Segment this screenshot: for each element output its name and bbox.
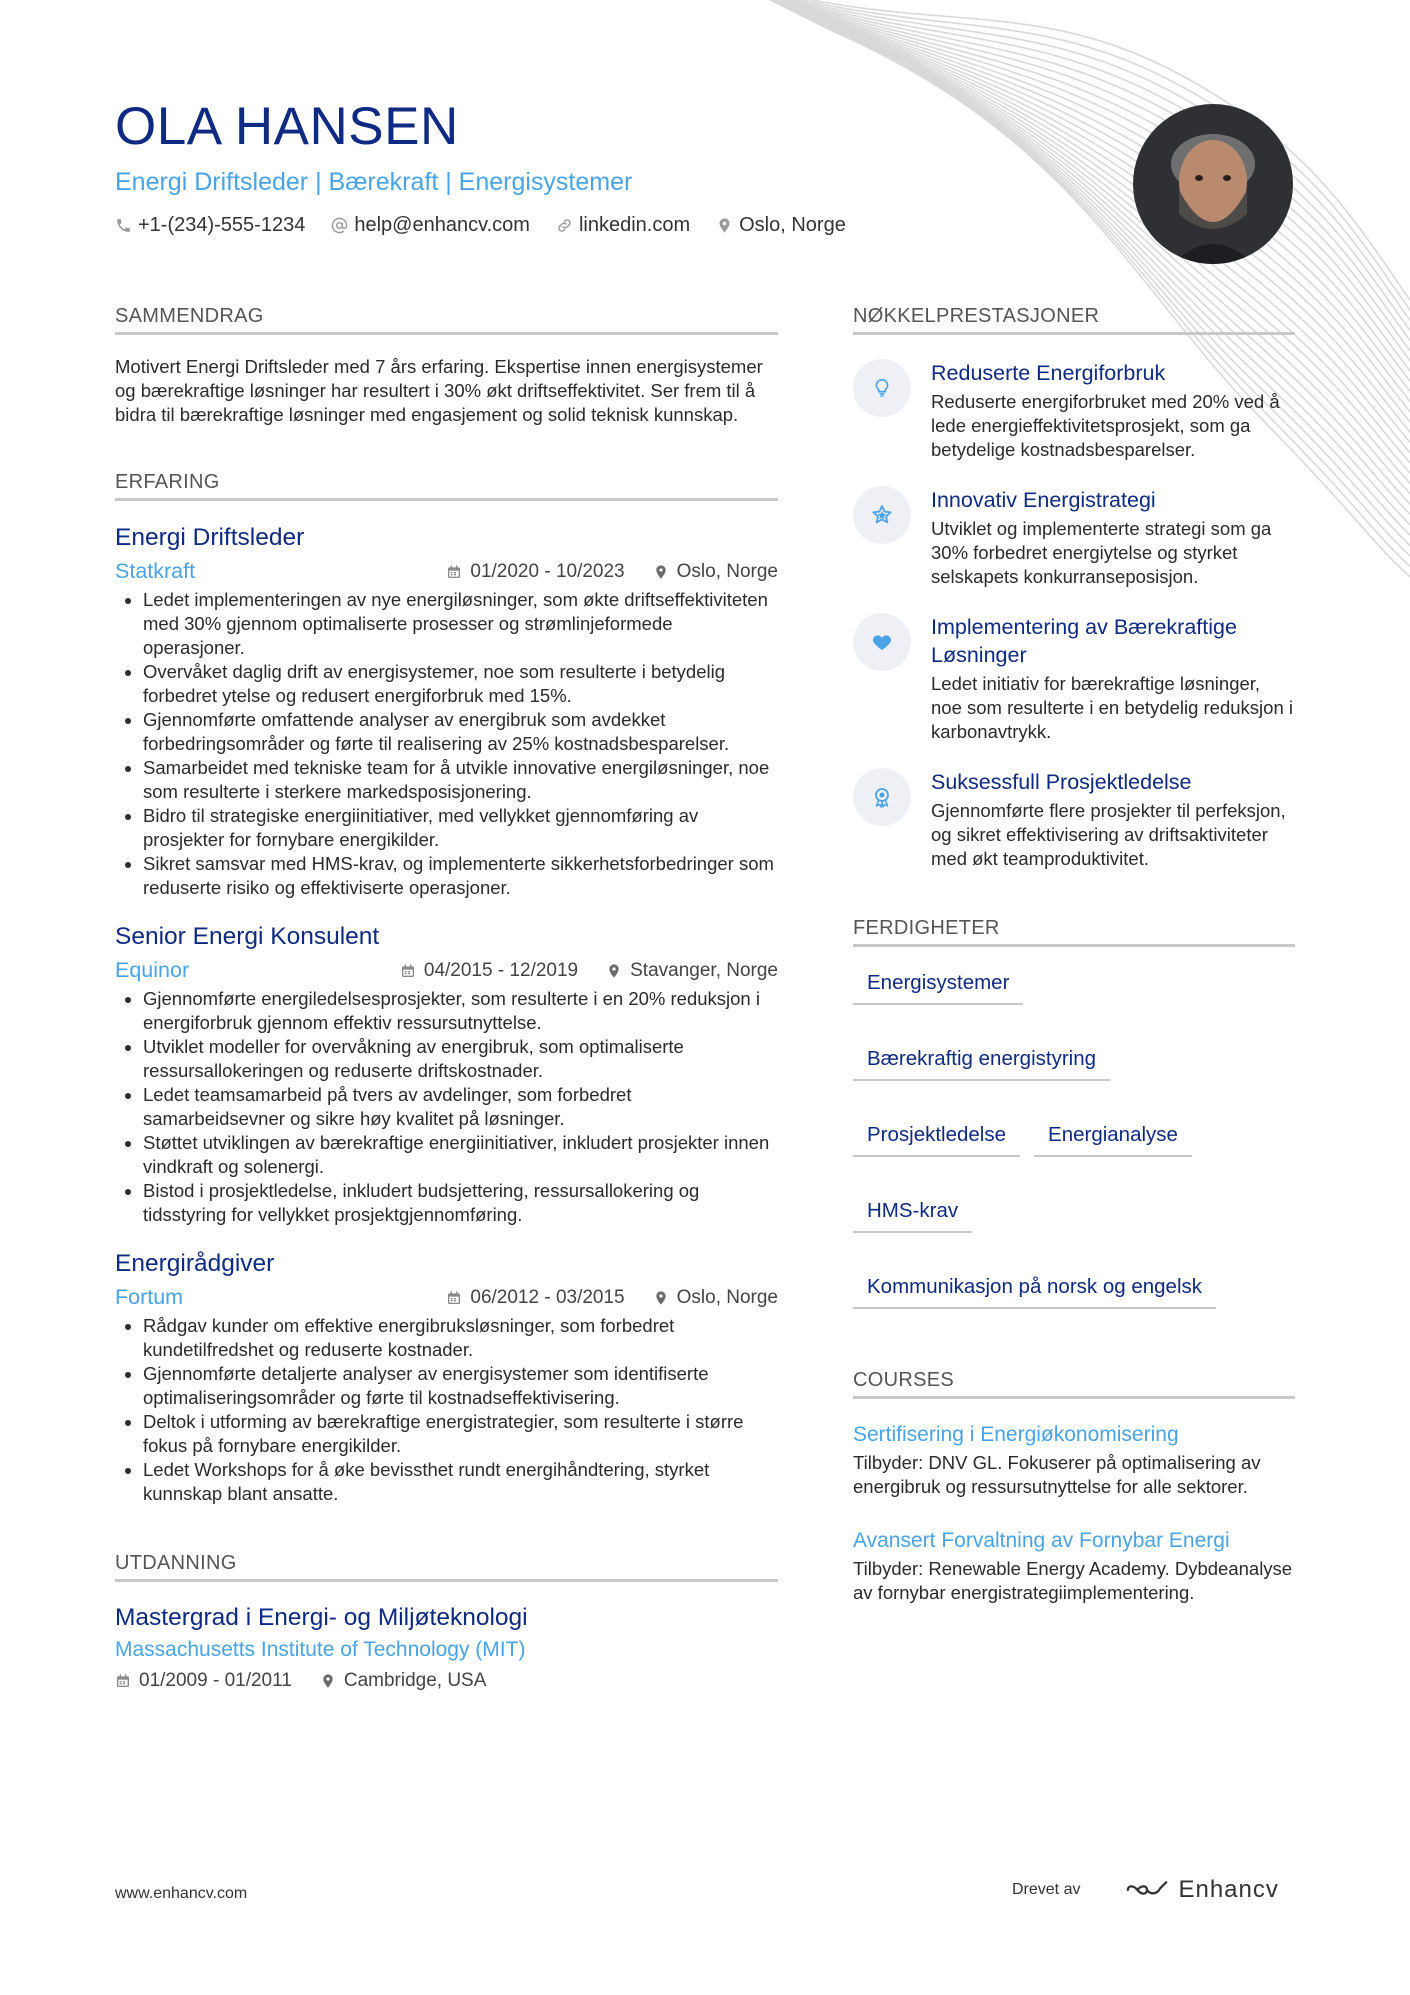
skill-tag: Energianalyse [1034,1117,1192,1157]
brand-logo[interactable] [1124,1876,1278,1904]
achievement-desc: Reduserte energiforbruket med 20% ved å lede energieffektivitetsprosjekt, som ga betydelige kostnadsbesparelser. [931,391,1280,460]
resume-header [115,96,1115,237]
job-company: Fortum [115,1285,184,1309]
location-text: Oslo, Norge [739,214,846,236]
job-bullets [115,987,778,1227]
job-dates [446,1287,624,1309]
bullet-item: • Samarbeidet med tekniske team for å utvikle innovative energiløsninger, noe som resulterte i sterkere markedsposisjonering. [143,756,778,804]
bullet-item: • Bistod i prosjektledelse, inkludert budsjettering, ressursallokering og tidsstyring for vellykket prosjektgjennomføring. [143,1179,778,1227]
courses-section [853,1369,1295,1605]
heart-icon [853,613,911,671]
job-location-text: Oslo, Norge [676,1286,778,1308]
right-column [853,305,1295,1605]
skills-section [853,917,1295,1309]
job-bullets [115,1314,778,1506]
job-company: Statkraft [115,559,196,583]
education-dates [115,1670,292,1692]
education-school: Massachusetts Institute of Technology (MIT) [115,1638,526,1661]
skill-tag: HMS-krav [853,1193,972,1233]
contact-email[interactable] [331,214,530,237]
bullet-item: • Overvåket daglig drift av energisystemer, noe som resulterte i betydelig forbedret ytelse og redusert energiforbruk med 15%. [143,660,778,708]
job-dates [400,960,578,982]
brand-name: Enhancv [1178,1876,1279,1903]
star-icon [853,486,911,544]
skill-tag: Prosjektledelse [853,1117,1020,1157]
job-company: Equinor [115,958,190,982]
skill-tag: Bærekraftig energistyring [853,1041,1110,1081]
education-meta [115,1670,778,1692]
job-title: Energirådgiver [115,1250,275,1277]
contact-row [115,214,1115,237]
location-pin-icon [653,1290,669,1306]
job-meta [115,559,778,584]
achievement-item [853,359,1295,462]
bullet-item: • Utviklet modeller for overvåkning av energibruk, som optimaliserte ressursallokeringen og reduserte driftskostnader. [143,1035,778,1083]
contact-location [716,214,846,237]
linkedin-text: linkedin.com [578,214,691,236]
powered-by-label: Drevet av [1012,1881,1081,1898]
job-location [606,960,778,982]
job-title: Senior Energi Konsulent [115,923,380,950]
job-dates-text: 04/2015 - 12/2019 [423,959,579,981]
job-entry [115,922,778,1227]
link-icon [556,217,573,234]
job-bullets [115,588,778,900]
job-meta [115,1285,778,1310]
bullet-item: • Støttet utviklingen av bærekraftige energiinitiativer, inkludert prosjekter innen vindkraft og solenergi. [143,1131,778,1179]
bullet-item: • Rådgav kunder om effektive energibruksløsninger, som forbedret kundetilfredshet og reduserte kostnader. [143,1314,778,1362]
job-dates-text: 06/2012 - 03/2015 [470,1286,625,1308]
enhancv-logo-icon [1124,1878,1170,1902]
footer-branding [1012,1876,1279,1904]
achievements-section [853,305,1295,871]
bullet-item: • Gjennomførte omfattende analyser av energibruk som avdekket forbedringsområder og førte til realisering av 25% kostnadsbesparelser. [143,708,778,756]
skills-list [853,965,1295,1309]
phone-icon [115,217,132,234]
skill-tag: Kommunikasjon på norsk og engelsk [853,1269,1216,1309]
job-date-location [446,561,778,583]
location-pin-icon [716,217,733,234]
job-location [653,1287,778,1309]
skills-heading: FERDIGHETER [853,917,1295,947]
location-pin-icon [320,1673,336,1689]
course-title: Avansert Forvaltning av Fornybar Energi [853,1529,1230,1552]
job-dates [446,561,624,583]
candidate-name: OLA HANSEN [115,97,459,156]
job-dates-text: 01/2020 - 10/2023 [470,560,625,582]
location-pin-icon [606,963,622,979]
bullet-item: • Bidro til strategiske energiinitiativer, med vellykket gjennomføring av prosjekter for fornybare energikilder. [143,804,778,852]
bullet-item: • Ledet implementeringen av nye energiløsninger, som økte driftseffektiviteten med 30% gjennom optimaliserte prosesser og strømlinjeformede operasjoner. [143,588,778,660]
bullet-item: • Ledet teamsamarbeid på tvers av avdelinger, som forbedret samarbeidsevner og sikre høy kvalitet på løsninger. [143,1083,778,1131]
job-location-text: Stavanger, Norge [630,959,778,981]
left-column [115,305,778,1692]
course-item [853,1421,1295,1499]
summary-text: Motivert Energi Driftsleder med 7 års erfaring. Ekspertise innen energisystemer og bærekraftige løsninger har resultert i 30% økt driftseffektivitet. Ser frem til å bidra til bærekraftige løsninger med engasjement og solid teknisk kunnskap. [115,356,763,425]
course-desc: Tilbyder: DNV GL. Fokuserer på optimalisering av energibruk og ressursutnyttelse for alle sektorer. [853,1452,1261,1497]
job-date-location [446,1287,778,1309]
contact-phone[interactable] [115,214,305,237]
location-pin-icon [653,564,669,580]
summary-section [115,305,778,427]
calendar-icon [446,564,462,580]
lightbulb-icon [853,359,911,417]
bullet-item: • Gjennomførte detaljerte analyser av energisystemer som identifiserte optimaliseringsområder og førte til kostnadseffektivisering. [143,1362,778,1410]
skill-tag: Energisystemer [853,965,1023,1005]
education-location [320,1670,487,1692]
achievements-heading: NØKKELPRESTASJONER [853,305,1295,335]
footer-website[interactable]: www.enhancv.com [115,1885,248,1902]
achievement-title: Implementering av Bærekraftige Løsninger [931,615,1237,667]
job-entry [115,1249,778,1506]
phone-text: +1-(234)-555-1234 [138,214,306,236]
education-degree: Mastergrad i Energi- og Miljøteknologi [115,1604,528,1631]
job-meta [115,958,778,983]
achievement-title: Reduserte Energiforbruk [931,361,1166,385]
education-heading: UTDANNING [115,1552,778,1582]
achievement-item [853,486,1295,589]
email-text: help@enhancv.com [354,214,530,236]
course-desc: Tilbyder: Renewable Energy Academy. Dybdeanalyse av fornybar energistrategiimplementering. [853,1558,1293,1603]
bullet-item: • Ledet Workshops for å øke bevissthet rundt energihåndtering, styrket kunnskap blant ansatte. [143,1458,778,1506]
achievement-title: Suksessfull Prosjektledelse [931,770,1192,794]
education-location-text: Cambridge, USA [343,1670,487,1691]
job-title: Energi Driftsleder [115,524,305,551]
bullet-item: • Gjennomførte energiledelsesprosjekter, som resulterte i en 20% reduksjon i energiforbruk gjennom effektiv ressursutnyttelse. [143,987,778,1035]
job-location [653,561,778,583]
bullet-item: • Sikret samsvar med HMS-krav, og implementerte sikkerhetsforbedringer som reduserte risiko og effektiviserte operasjoner. [143,852,778,900]
calendar-icon [400,963,416,979]
achievement-title: Innovativ Energistrategi [931,488,1156,512]
education-section [115,1552,778,1692]
job-date-location [400,960,778,982]
course-title: Sertifisering i Energiøkonomisering [853,1423,1179,1446]
course-item [853,1527,1295,1605]
achievement-desc: Utviklet og implementerte strategi som ga 30% forbedret energiytelse og styrket selskapets konkurranseposisjon. [931,518,1272,587]
bullet-item: • Deltok i utforming av bærekraftige energistrategier, som resulterte i større fokus på fornybare energikilder. [143,1410,778,1458]
achievement-desc: Gjennomførte flere prosjekter til perfeksjon, og sikret effektivisering av driftsaktiviteter med økt teamproduktivitet. [931,800,1286,869]
experience-section [115,471,778,1506]
experience-heading: ERFARING [115,471,778,501]
summary-heading: SAMMENDRAG [115,305,778,335]
at-icon [331,217,348,234]
contact-linkedin[interactable] [556,214,690,237]
calendar-icon [115,1673,131,1689]
job-entry [115,523,778,900]
medal-icon [853,768,911,826]
profile-photo [1133,104,1293,264]
courses-heading: COURSES [853,1369,1295,1399]
education-dates-text: 01/2009 - 01/2011 [139,1670,292,1691]
achievement-item [853,613,1295,744]
calendar-icon [446,1290,462,1306]
achievement-desc: Ledet initiativ for bærekraftige løsninger, noe som resulterte i en betydelig reduksjon i karbonavtrykk. [931,673,1293,742]
job-location-text: Oslo, Norge [676,560,778,582]
achievement-item [853,768,1295,871]
candidate-title: Energi Driftsleder | Bærekraft | Energisystemer [115,168,633,196]
